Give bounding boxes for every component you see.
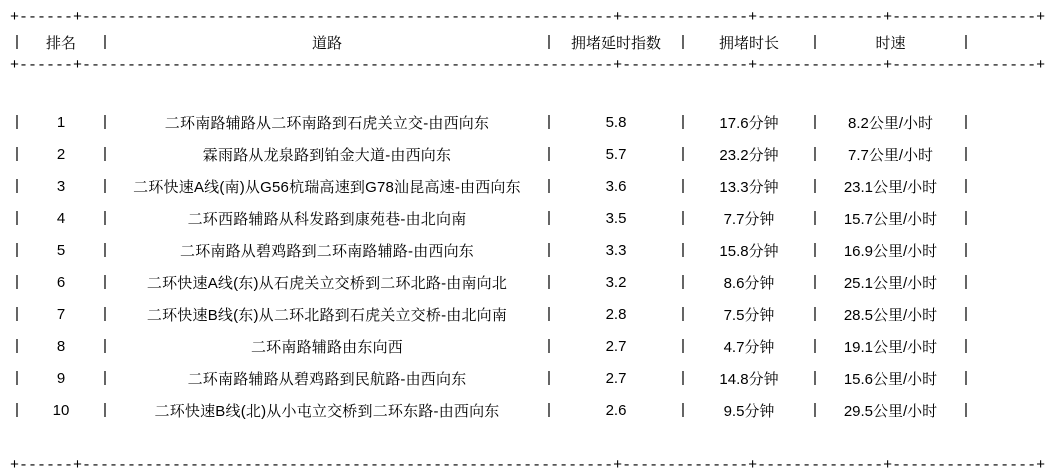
cell-congestion-index: 2.6: [605, 401, 627, 419]
border-bar: |: [544, 401, 554, 419]
border-bar: |: [100, 337, 110, 355]
column-header-rank: 排名: [45, 34, 76, 52]
border-bar: |: [100, 145, 110, 163]
border-bar: |: [961, 241, 971, 259]
border-bar: |: [544, 177, 554, 195]
cell-congestion-index: 3.2: [605, 273, 627, 291]
border-bar: |: [678, 273, 688, 291]
cell-rank: 4: [56, 209, 66, 227]
border-bar: |: [961, 33, 971, 51]
border-bar: |: [961, 369, 971, 387]
border-bar: |: [544, 145, 554, 163]
border-bar: |: [810, 113, 820, 131]
border-bar: |: [100, 369, 110, 387]
border-bar: |: [544, 305, 554, 323]
cell-speed: 15.7公里/小时: [843, 210, 938, 228]
table-row: [10, 330, 973, 362]
border-bar: |: [810, 177, 820, 195]
cell-congestion-duration: 7.5分钟: [723, 306, 775, 324]
spacer-cell: [112, 426, 542, 458]
border-bar: |: [12, 337, 22, 355]
border-bar: |: [544, 273, 554, 291]
cell-rank: 8: [56, 337, 66, 355]
border-bar: |: [12, 113, 22, 131]
cell-congestion-index: 2.7: [605, 369, 627, 387]
border-bar: |: [100, 209, 110, 227]
border-bar: |: [678, 145, 688, 163]
cell-congestion-index: 3.5: [605, 209, 627, 227]
cell-congestion-index: 2.8: [605, 305, 627, 323]
border-bar: |: [100, 177, 110, 195]
table-row: [10, 298, 973, 330]
border-bar: |: [12, 369, 22, 387]
border-bar: |: [961, 145, 971, 163]
column-header-road: 道路: [311, 34, 342, 52]
cell-rank: 5: [56, 241, 66, 259]
border-bar: [808, 74, 822, 106]
border-bar: [10, 426, 24, 458]
column-header-speed: 时速: [875, 34, 906, 52]
cell-road: 二环南路从碧鸡路到二环南路辅路-由西向东: [180, 242, 474, 260]
cell-speed: 16.9公里/小时: [843, 242, 938, 260]
column-header-congestion-duration: 拥堵时长: [718, 34, 779, 52]
border-bar: [959, 426, 973, 458]
table-row: [10, 234, 973, 266]
border-bar: |: [810, 145, 820, 163]
table-row: [10, 138, 973, 170]
cell-congestion-index: 5.7: [605, 145, 627, 163]
border-bar: |: [100, 273, 110, 291]
border-bar: [542, 74, 556, 106]
cell-rank: 2: [56, 145, 66, 163]
table-bottom-border: +------+-----------------------------------------------------------+--------------+--------------+----------------+: [10, 457, 1045, 474]
border-bar: |: [12, 209, 22, 227]
border-bar: |: [100, 305, 110, 323]
table-row: [10, 106, 973, 138]
cell-road: 二环南路辅路由东向西: [250, 338, 403, 356]
table-header-row: [10, 26, 973, 58]
cell-speed: 28.5公里/小时: [843, 306, 938, 324]
border-bar: |: [961, 401, 971, 419]
border-bar: |: [961, 305, 971, 323]
spacer-cell: [556, 74, 676, 106]
border-bar: |: [12, 145, 22, 163]
border-bar: [98, 426, 112, 458]
cell-speed: 19.1公里/小时: [843, 338, 938, 356]
spacer-cell: [822, 74, 959, 106]
cell-road: 二环快速A线(东)从石虎关立交桥到二环北路-由南向北: [146, 274, 508, 292]
cell-congestion-duration: 23.2分钟: [719, 146, 779, 164]
cell-congestion-duration: 15.8分钟: [719, 242, 779, 260]
cell-rank: 9: [56, 369, 66, 387]
spacer-cell: [690, 74, 808, 106]
table-row: [10, 202, 973, 234]
border-bar: |: [961, 177, 971, 195]
border-bar: |: [544, 337, 554, 355]
table-row: [10, 362, 973, 394]
border-bar: |: [544, 209, 554, 227]
border-bar: [98, 74, 112, 106]
border-bar: |: [12, 241, 22, 259]
table-header-border: +------+-----------------------------------------------------------+--------------+--------------+----------------+: [10, 57, 1045, 74]
border-bar: |: [961, 273, 971, 291]
border-bar: |: [810, 273, 820, 291]
border-bar: |: [961, 209, 971, 227]
cell-rank: 3: [56, 177, 66, 195]
border-bar: |: [810, 209, 820, 227]
border-bar: [10, 74, 24, 106]
cell-congestion-duration: 14.8分钟: [719, 370, 779, 388]
border-bar: |: [678, 305, 688, 323]
border-bar: |: [678, 337, 688, 355]
border-bar: |: [810, 33, 820, 51]
border-bar: |: [810, 369, 820, 387]
border-bar: |: [810, 401, 820, 419]
table-row: [10, 170, 973, 202]
cell-congestion-duration: 17.6分钟: [719, 114, 779, 132]
cell-road: 二环南路辅路从二环南路到石虎关立交-由西向东: [164, 114, 490, 132]
border-bar: |: [12, 273, 22, 291]
cell-speed: 15.6公里/小时: [843, 370, 938, 388]
table-row: [10, 266, 973, 298]
border-bar: |: [678, 369, 688, 387]
cell-speed: 29.5公里/小时: [843, 402, 938, 420]
column-header-congestion-index: 拥堵延时指数: [570, 34, 661, 52]
border-bar: |: [12, 33, 22, 51]
table-row: [10, 394, 973, 426]
border-bar: |: [100, 113, 110, 131]
cell-rank: 1: [56, 113, 66, 131]
border-bar: |: [544, 113, 554, 131]
cell-rank: 7: [56, 305, 66, 323]
table-spacer-row: [10, 426, 973, 458]
cell-congestion-duration: 13.3分钟: [719, 178, 779, 196]
cell-congestion-index: 3.3: [605, 241, 627, 259]
cell-congestion-duration: 7.7分钟: [723, 210, 775, 228]
border-bar: [808, 426, 822, 458]
cell-speed: 7.7公里/小时: [847, 146, 934, 164]
cell-congestion-index: 3.6: [605, 177, 627, 195]
cell-speed: 8.2公里/小时: [847, 114, 934, 132]
spacer-cell: [690, 426, 808, 458]
spacer-cell: [24, 426, 98, 458]
border-bar: |: [678, 113, 688, 131]
border-bar: |: [810, 241, 820, 259]
border-bar: |: [961, 337, 971, 355]
border-bar: |: [100, 33, 110, 51]
cell-congestion-index: 2.7: [605, 337, 627, 355]
border-bar: |: [810, 305, 820, 323]
table-top-border: +------+-----------------------------------------------------------+--------------+--------------+----------------+: [10, 9, 1045, 26]
border-bar: |: [544, 33, 554, 51]
border-bar: [676, 74, 690, 106]
traffic-congestion-table: [10, 26, 973, 58]
cell-road: 二环南路辅路从碧鸡路到民航路-由西向东: [187, 370, 467, 388]
border-bar: |: [678, 33, 688, 51]
table-spacer-row: [10, 74, 973, 106]
cell-speed: 23.1公里/小时: [843, 178, 938, 196]
cell-rank: 6: [56, 273, 66, 291]
cell-road: 二环快速A线(南)从G56杭瑞高速到G78汕昆高速-由西向东: [133, 178, 521, 196]
border-bar: |: [12, 177, 22, 195]
border-bar: |: [100, 241, 110, 259]
spacer-cell: [822, 426, 959, 458]
cell-road: 二环快速B线(北)从小屯立交桥到二环东路-由西向东: [154, 402, 500, 420]
border-bar: |: [678, 241, 688, 259]
border-bar: |: [678, 177, 688, 195]
border-bar: [959, 74, 973, 106]
cell-road: 二环快速B线(东)从二环北路到石虎关立交桥-由北向南: [146, 306, 508, 324]
spacer-cell: [112, 74, 542, 106]
cell-congestion-duration: 8.6分钟: [723, 274, 775, 292]
cell-road: 二环西路辅路从科发路到康苑巷-由北向南: [187, 210, 467, 228]
cell-congestion-duration: 9.5分钟: [723, 402, 775, 420]
border-bar: |: [100, 401, 110, 419]
border-bar: |: [678, 401, 688, 419]
border-bar: |: [961, 113, 971, 131]
border-bar: |: [12, 401, 22, 419]
border-bar: [542, 426, 556, 458]
border-bar: |: [12, 305, 22, 323]
cell-road: 霖雨路从龙泉路到铂金大道-由西向东: [202, 146, 452, 164]
spacer-cell: [24, 74, 98, 106]
border-bar: |: [544, 369, 554, 387]
cell-congestion-index: 5.8: [605, 113, 627, 131]
border-bar: |: [810, 337, 820, 355]
border-bar: [676, 426, 690, 458]
border-bar: |: [678, 209, 688, 227]
cell-congestion-duration: 4.7分钟: [723, 338, 775, 356]
spacer-cell: [556, 426, 676, 458]
traffic-congestion-body: [10, 74, 973, 458]
cell-rank: 10: [52, 401, 70, 419]
border-bar: |: [544, 241, 554, 259]
cell-speed: 25.1公里/小时: [843, 274, 938, 292]
